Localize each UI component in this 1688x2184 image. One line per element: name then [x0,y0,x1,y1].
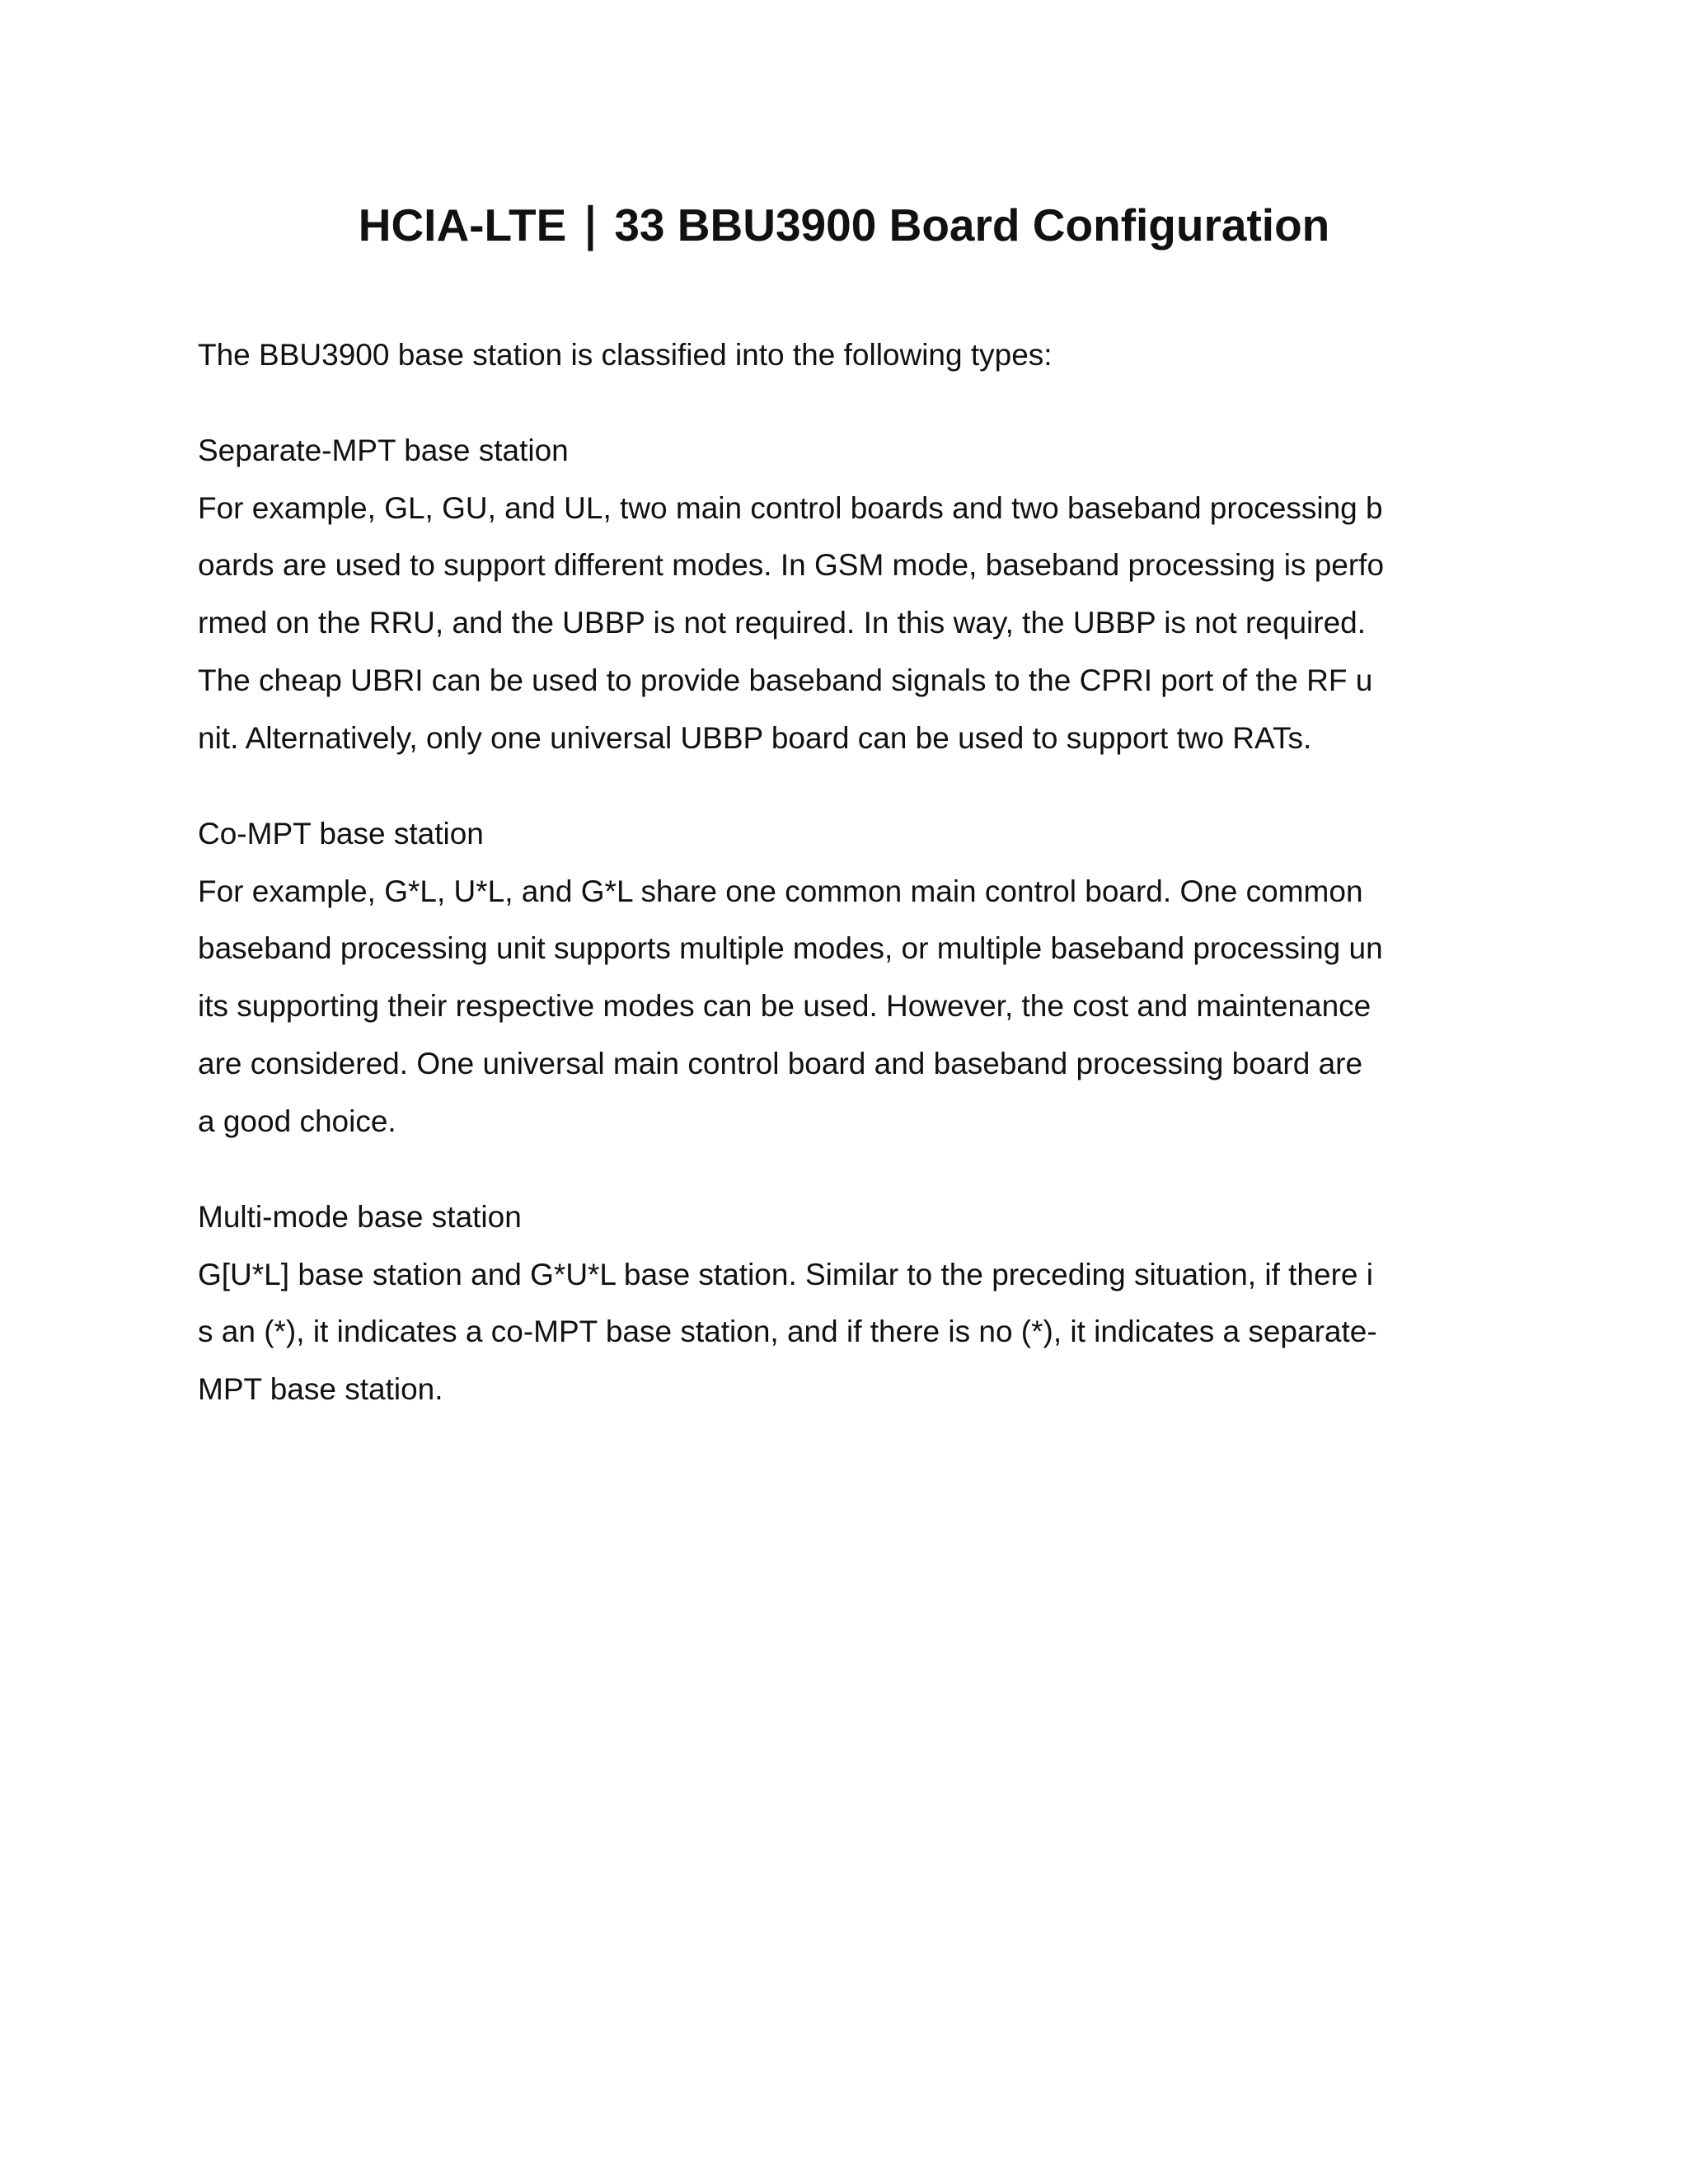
paragraph-line: The cheap UBRI can be used to provide baseband signals to the CPRI port of the RF u [198,663,1373,697]
section-co-mpt [198,805,1492,1150]
paragraph-line: are considered. One universal main control board and baseband processing board are [198,1046,1363,1080]
paragraph-line: baseband processing unit supports multiple modes, or multiple baseband processing un [198,931,1383,966]
paragraph-line: rmed on the RRU, and the UBBP is not required. In this way, the UBBP is not required. [198,606,1367,640]
intro-paragraph: The BBU3900 base station is classified into the following types: [198,338,1053,372]
paragraph-line: oards are used to support different modes. In GSM mode, baseband processing is perfo [198,548,1385,583]
paragraph-line: a good choice. [198,1104,396,1138]
paragraph-line: For example, GL, GU, and UL, two main control boards and two baseband processing b [198,490,1383,525]
section-heading: Multi-mode base station [198,1200,522,1234]
page-title: HCIA-LTE ∣ 33 BBU3900 Board Configuration [358,199,1330,251]
paragraph-line: MPT base station. [198,1372,443,1407]
paragraph-line: nit. Alternatively, only one universal UBBP board can be used to support two RATs. [198,720,1312,755]
paragraph-line: its supporting their respective modes can be used. However, the cost and maintenance [198,989,1372,1024]
section-heading: Separate-MPT base station [198,434,569,467]
paragraph-line: G[U*L] base station and G*U*L base station. Similar to the preceding situation, if there i [198,1257,1373,1291]
section-multi-mode [198,1188,1492,1418]
section-separate-mpt [198,422,1492,766]
section-heading: Co-MPT base station [198,817,484,851]
paragraph-line: For example, G*L, U*L, and G*L share one common main control board. One common [198,874,1363,908]
paragraph-line: s an (*), it indicates a co-MPT base station, and if there is no (*), it indicates a separate- [198,1315,1377,1349]
